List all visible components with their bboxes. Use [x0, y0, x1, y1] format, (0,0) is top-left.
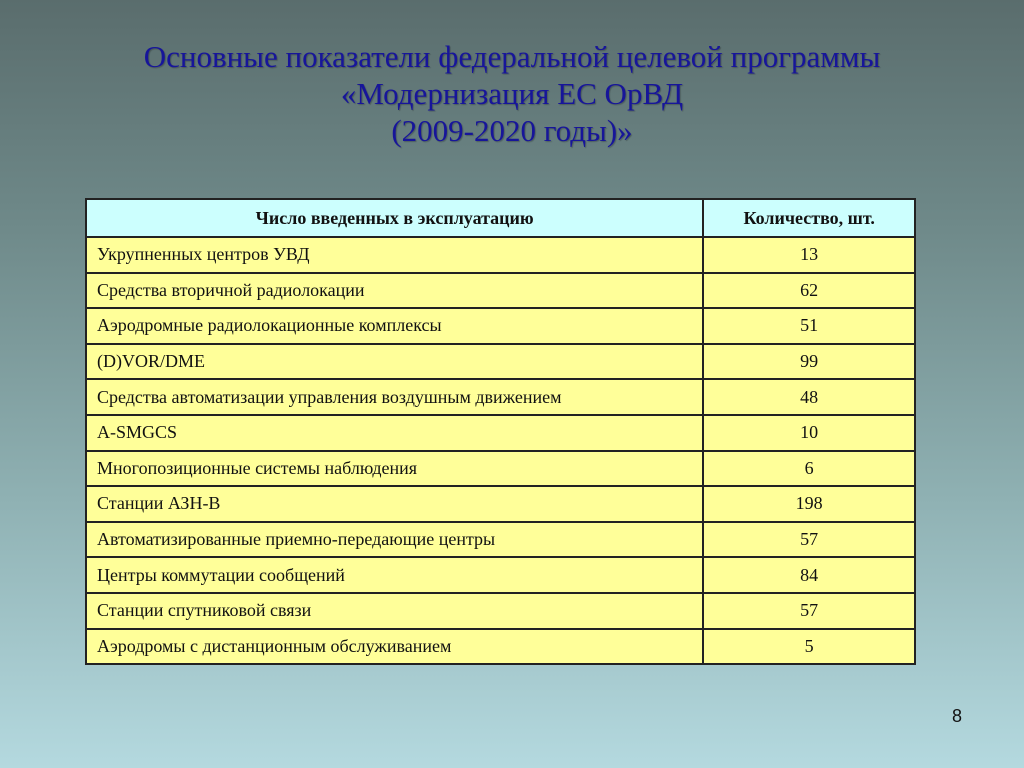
table-header-row [86, 199, 915, 237]
row-quantity: 57 [703, 593, 915, 629]
table-row [86, 308, 915, 344]
table-row [86, 486, 915, 522]
row-name: Станции АЗН-В [86, 486, 703, 522]
row-name: Средства автоматизации управления воздушным движением [86, 379, 703, 415]
row-quantity: 6 [703, 451, 915, 487]
row-quantity: 10 [703, 415, 915, 451]
row-quantity: 99 [703, 344, 915, 380]
row-name: Укрупненных центров УВД [86, 237, 703, 273]
row-name: Средства вторичной радиолокации [86, 273, 703, 309]
page-number: 8 [951, 706, 962, 726]
table-row [86, 593, 915, 629]
table-row [86, 629, 915, 665]
row-quantity: 57 [703, 522, 915, 558]
row-name: Центры коммутации сообщений [86, 557, 703, 593]
row-quantity: 62 [703, 273, 915, 309]
header-name: Число введенных в эксплуатацию [86, 199, 703, 237]
row-quantity: 5 [703, 629, 915, 665]
row-quantity: 13 [703, 237, 915, 273]
table-row [86, 522, 915, 558]
row-name: (D)VOR/DME [86, 344, 703, 380]
title-line-3: (2009-2020 годы)» [391, 113, 633, 148]
row-name: Станции спутниковой связи [86, 593, 703, 629]
data-table [85, 198, 916, 665]
table-row [86, 273, 915, 309]
row-name: Многопозиционные системы наблюдения [86, 451, 703, 487]
header-quantity: Количество, шт. [703, 199, 915, 237]
row-quantity: 84 [703, 557, 915, 593]
table-row [86, 237, 915, 273]
table-row [86, 344, 915, 380]
row-name: A-SMGCS [86, 415, 703, 451]
row-name: Автоматизированные приемно-передающие центры [86, 522, 703, 558]
table-row [86, 451, 915, 487]
row-name: Аэродромы с дистанционным обслуживанием [86, 629, 703, 665]
table-row [86, 379, 915, 415]
row-name: Аэродромные радиолокационные комплексы [86, 308, 703, 344]
slide-title [60, 38, 964, 149]
row-quantity: 198 [703, 486, 915, 522]
title-line-1: Основные показатели федеральной целевой программы [143, 39, 881, 74]
table-row [86, 415, 915, 451]
title-line-2: «Модернизация ЕС ОрВД [340, 76, 684, 111]
table-row [86, 557, 915, 593]
row-quantity: 51 [703, 308, 915, 344]
row-quantity: 48 [703, 379, 915, 415]
